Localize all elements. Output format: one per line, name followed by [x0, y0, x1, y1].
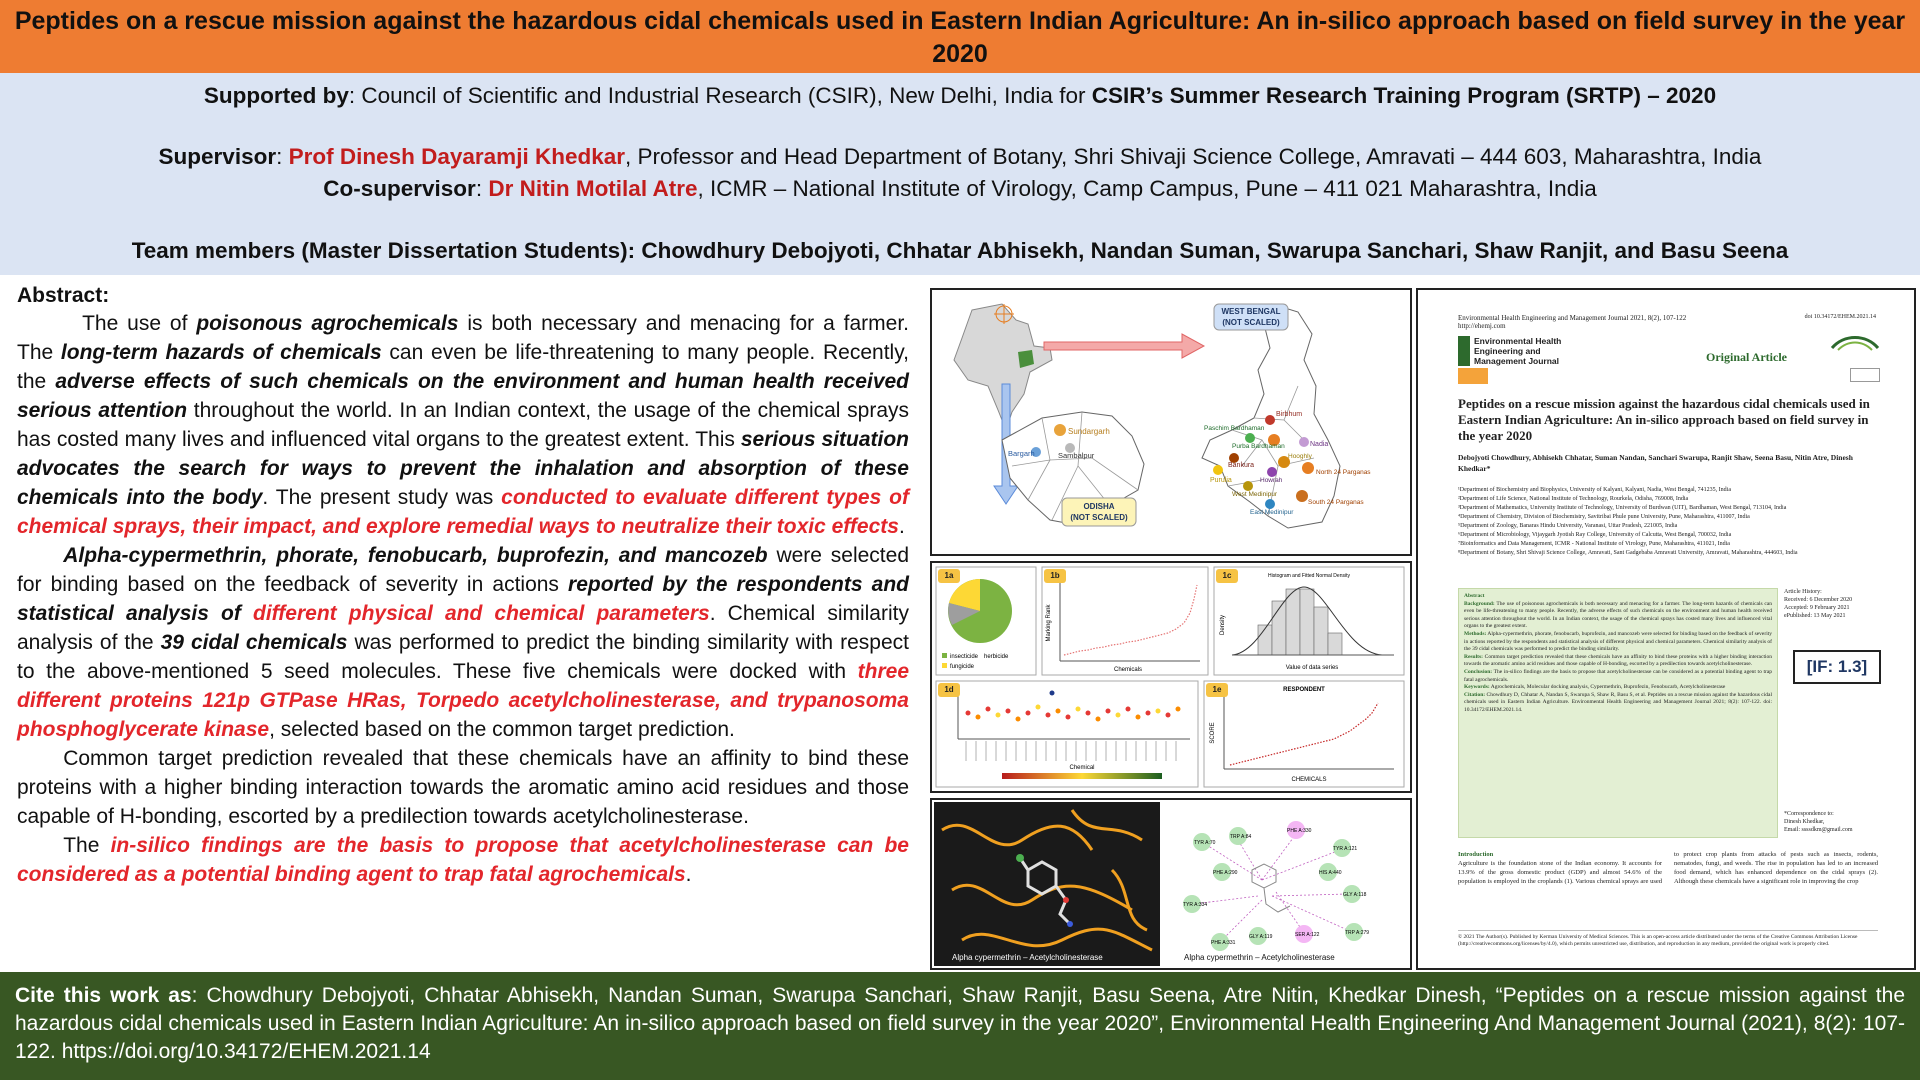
west-bengal-label-line-2: (NOT SCALED)	[1222, 318, 1280, 327]
paper-correspondence: *Correspondence to: Dinesh Khedkar, Email: ssssdkm@gmail.com	[1784, 811, 1853, 833]
emphasis: Alpha-cypermethrin, phorate, fenobucarb, buprofezin, and mancozeb	[63, 544, 768, 567]
fig-1c-bar	[1314, 607, 1328, 655]
fig-1a-legend-swatch-2	[942, 663, 947, 668]
paper-authors: Debojyoti Chowdhury, Abhisekh Chhatar, Suman Nandan, Sanchari Swarupa, Ranjit Shaw, Seena Basu, Nitin Atre, Dinesh Khedkar*	[1458, 453, 1853, 473]
fig-1a-legend-2: herbicide	[984, 654, 1009, 660]
fig-1c-ylabel: Density	[1220, 614, 1226, 636]
residue-label: GLY A:118	[1343, 892, 1367, 898]
cite-text: : Chowdhury Debojyoti, Chhatar Abhisekh, Nandan Suman, Swarupa Sanchari, Shaw Ranjit, Basu Seena, Atre Nitin, Khedkar Dinesh, “Peptides on a rescue mission against the hazardous cidal chemicals used in Eastern Indian Agriculture: An in-silico approach based on field survey in the year 2020”, Environmental Health Engineering And Management Journal (2021), 8(2): 107-122. https://doi.org/10.34172/EHEM.2021.14	[15, 984, 1905, 1063]
text-run: can even be life-threatening to many people. Recently, the	[17, 341, 909, 393]
cosupervisor-line: Co-supervisor: Dr Nitin Motilal Atre, ICMR – National Institute of Virology, Camp Campus, Pune – 411 021 Maharashtra, India	[323, 176, 1597, 201]
emphasis: long-term hazards of chemicals	[60, 341, 382, 364]
text-run: is both necessary and menacing for a farmer. The	[17, 312, 909, 364]
fig-1b-ylabel: Marking Rank	[1046, 604, 1052, 642]
fig-1b-xlabel: Chemicals	[1113, 667, 1143, 673]
label-bankura: Bankura	[1228, 462, 1255, 469]
residue-label: TRP A:84	[1230, 834, 1252, 840]
fig-1c-bar	[1286, 589, 1300, 655]
residue-label: TYR A:70	[1194, 840, 1216, 846]
map-panel	[930, 288, 1412, 556]
paper-introduction: Introduction Agriculture is the foundation stone of the Indian economy. It accounts for 13.9% of the gross domestic product (GDP) and almost 54.6% of the population is employed in the croplands (1). Various chemical sprays are used to protect crop plants from attacks of pests such as insects, rodents, nematodes, fungi, and weeds. The rise in population has led to an increased food demand, which has enhanced dependence on the cidal sprays (2). Although these chemicals have a significant role in improving the crop	[1458, 851, 1878, 885]
supervisor-name: Prof Dinesh Dayaramji Khedkar	[288, 144, 625, 169]
cosupervisor-name: Dr Nitin Motilal Atre	[488, 176, 698, 201]
label-paschim-bardhaman: Paschim Bardhaman	[1204, 425, 1265, 432]
paper-affiliations: ¹Department of Biochemistry and Biophysics, University of Kalyani, Kalyani, Nadia, West Bengal, 741235, India ²Department of Life Science, National Institute of Technology, Rourkela, Odisha, 769008, India ³Department of Mathematics, University Institute of Technology, University of Burdwan (UIT), Bardhaman, West Bengal, 713104, India ⁴Department of Chemistry, Division of Biochemistry, Savitribai Phule pune University, Pune, Maharashtra, 411007, India ⁵Department of Zoology, Banaras Hindu University, Varanasi, Uttar Pradesh, 221005, India ⁶Department of Microbiology, Vijaygarh Jyotish Ray College, University of Calcutta, West Bengal, 700032, India ⁷Bioinformatics and Data Management, ICMR - National Institute of Virology, Pune, Maharashtra, 411021, India ⁸Department of Botany, Shri Shivaji Science College, Amravati, Sant Gadgebaba Amravati University, Amravati, Maharashtra, 444603, India	[1458, 487, 1798, 556]
fig-1c-bar	[1328, 633, 1342, 655]
marker-sundargarh	[1054, 424, 1066, 436]
info-band	[0, 73, 1920, 275]
label-birbhum: Birbhum	[1276, 411, 1303, 418]
text-run: was performed to predict the binding similarity with respect to the above-mentioned 5 seed molecules. These five chemicals were docked with	[17, 631, 909, 683]
marker-birbhum	[1265, 415, 1275, 425]
odisha-label-line-2: (NOT SCALED)	[1070, 513, 1128, 522]
red-emphasis: in-silico findings are the basis to propose that acetylcholinesterase can be considered as a potential binding agent to trap fatal agrochemicals	[17, 834, 909, 886]
label-south-24-parganas: South 24 Parganas	[1308, 499, 1364, 506]
label-howrah: Howrah	[1260, 477, 1283, 484]
stats-figures	[932, 563, 1410, 791]
label-east-medinipur: East Medinipur	[1250, 509, 1294, 516]
supervisor-affiliation: , Professor and Head Department of Botany, Shri Shivaji Science College, Amravati – 444 603, Maharashtra, India	[624, 144, 1762, 169]
fig-1c-xlabel: Value of data series	[1285, 665, 1339, 671]
fig-1b-frame	[1042, 567, 1208, 675]
abstract-paragraph-3: Common target prediction revealed that these chemicals have an affinity to bind these proteins with a higher binding interaction towards the aromatic amino acid residues and those capable of H-bonding, escorted by a predilection towards acetylcholinesterase.	[17, 747, 909, 828]
fig-1c-bar	[1300, 589, 1314, 655]
crossmark-icon	[1850, 368, 1880, 382]
residue-label: HIS A:440	[1319, 870, 1342, 876]
journal-logo-icon	[1458, 336, 1470, 366]
residue-label: SER A:122	[1295, 932, 1320, 938]
impact-factor-badge: [IF: 1.3]	[1793, 650, 1881, 684]
abstract-heading: Abstract:	[17, 284, 110, 307]
label-bargarh: Bargarh	[1008, 449, 1035, 458]
paper-article-type: Original Article	[1706, 350, 1787, 364]
paper-journal-name: Environmental Health Engineering and Management Journal	[1474, 336, 1562, 366]
paper-doi-tag: doi 10.34172/EHEM.2021.14	[1804, 314, 1876, 320]
fig-1e-frame	[1204, 681, 1404, 787]
open-access-icon	[1458, 368, 1488, 384]
support-line	[0, 81, 1920, 111]
red-emphasis: different physical and chemical parameters	[253, 602, 710, 625]
fig-1a-legend-1: insecticide	[950, 654, 979, 660]
residue-label: PHE A:290	[1213, 870, 1238, 876]
map-figure	[932, 290, 1410, 554]
residue-label: TYR A:121	[1333, 846, 1358, 852]
residue-label: GLY A:119	[1249, 934, 1273, 940]
paper-abstract-box: Abstract Background: The use of poisonous agrochemicals is both necessary and menacing for a farmer. The long-term hazards of chemicals can even be life-threatening to many people. Recently, the adverse effects of such chemicals on the environment and human health received serious attention throughout the world. In an Indian context, the usage of the chemical sprays has costed many lives and influenced vital organs to the greatest extent. Methods: Alpha-cypermethrin, phorate, fenobucarb, buprofezin, and mancozeb were selected for binding based on the feedback of severity in actions reported by the respondents and statistical analysis of different physical and chemical parameters. Chemical similarity analysis of the 39 cidal chemicals was performed to predict the binding similarity. Results: Common target prediction revealed that these chemicals have an affinity to bind these proteins with a higher binding interaction towards the aromatic amino acid residues and those capable of H-bonding, escorted by a predilection towards acetylcholinesterase. Conclusion: The in-silico findings are the basis to propose that acetylcholinesterase can be considered as a potential binding agent to trap fatal agrochemicals. Keywords: Agrochemicals, Molecular docking analysis, Cypermethrin, Buprofezin, Fenobucarb, Acetylcholinesterase Citation: Chowdhury D, Chhatar A, Nandan S, Swarupa S, Shaw R, Basu S, et al. Peptides on a rescue mission against the hazardous cidal chemicals used in Eastern Indian Agriculture. Environmental Health Engineering and Management Journal 2021; 8(2): 107-122. doi: 10.34172/EHEM.2021.14.	[1458, 588, 1778, 838]
fig-1d-frame	[936, 681, 1198, 787]
docking-left-caption: Alpha cypermethrin – Acetylcholinesterase	[952, 953, 1103, 962]
abstract	[17, 282, 909, 889]
cosupervisor-affiliation: , ICMR – National Institute of Virology, Camp Campus, Pune – 411 021 Maharashtra, India	[697, 176, 1597, 201]
journal-emblem-icon	[1830, 330, 1880, 354]
label-purulia: Purulia	[1210, 477, 1232, 484]
fig-tag-1a: 1a	[938, 569, 960, 583]
residue-label: PHE A:331	[1211, 940, 1236, 946]
stats-figure-panel	[930, 561, 1412, 793]
text-run: . Chemical similarity analysis of the	[17, 602, 909, 654]
text-run	[241, 602, 253, 625]
fig-1d-colorbar	[1002, 773, 1162, 779]
label-purba-bardhaman: Purba Bardhaman	[1232, 443, 1285, 450]
abstract-paragraph-2	[17, 541, 909, 744]
fig-1e-ylabel: SCORE	[1210, 722, 1216, 744]
cosupervisor-label: Co-supervisor	[323, 176, 476, 201]
support-program: CSIR’s Summer Research Training Program (SRTP) – 2020	[1091, 83, 1717, 108]
abstract-paragraph-1	[17, 309, 909, 541]
marker-howrah	[1267, 467, 1277, 477]
docking-panel	[930, 798, 1412, 970]
residue-label: PHE A:330	[1287, 828, 1312, 834]
west-bengal-label-line-1: WEST BENGAL	[1221, 307, 1281, 316]
paper-preview	[1416, 288, 1916, 970]
cite-bar	[0, 972, 1920, 1080]
interaction-lines	[1194, 834, 1352, 940]
text-run: were selected for binding based on the feedback of severity in actions	[17, 544, 909, 596]
fig-1e-title: RESPONDENT	[1283, 687, 1325, 693]
emphasis: poisonous agrochemicals	[196, 312, 459, 335]
paper-title: Peptides on a rescue mission against the hazardous cidal chemicals used in Eastern Indian Agriculture: An in-silico approach based on field survey in the year 2020	[1458, 396, 1870, 443]
docking-right-caption: Alpha cypermethrin – Acetylcholinesterase	[1184, 953, 1335, 962]
paper-license-footer: © 2021 The Author(s). Published by Kerman University of Medical Sciences. This is an open-access article distributed under the terms of the Creative Commons Attribution License (http://creativecommons.org/licenses/by/4.0), which permits unrestricted use, distribution, and reproduction in any medium, provided the original work is properly cited.	[1458, 930, 1878, 948]
fig-1a-legend-3: fungicide	[950, 664, 975, 670]
cite-label: Cite this work as	[15, 984, 192, 1007]
label-north-24-parganas: North 24 Parganas	[1316, 469, 1371, 476]
red-emphasis: conducted to evaluate different types of chemical sprays, their impact, and explore remedial ways to neutralize their toxic effects	[17, 486, 909, 538]
supervisor-label: Supervisor	[158, 144, 277, 169]
paper-journal-line: Environmental Health Engineering and Management Journal 2021, 8(2), 107-122 http://ehemj.com	[1458, 314, 1687, 330]
residue-label: TRP A:279	[1345, 930, 1370, 936]
label-hooghly: Hooghly	[1288, 453, 1312, 460]
emphasis: reported by the respondents and statistical analysis of	[17, 573, 909, 625]
text-run: . The present study was	[262, 486, 502, 509]
fig-tag-1c: 1c	[1216, 569, 1238, 583]
text-run: .	[898, 515, 905, 538]
odisha-label-line-1: ODISHA	[1083, 502, 1115, 511]
supervisor-line: Supervisor: Prof Dinesh Dayaramji Khedkar, Professor and Head Department of Botany, Shri Shivaji Science College, Amravati – 444 603, Maharashtra, India	[158, 144, 1762, 169]
support-label: Supported by	[203, 83, 349, 108]
paper-article-history: Article History: Received: 6 December 2020 Accepted: 9 February 2021 ePublished: 13 May 2021	[1784, 589, 1853, 619]
ligand-atom-green	[1016, 854, 1024, 862]
emphasis: serious situation advocates the search for ways to prevent the inhalation and absorption of these chemicals into the body	[17, 428, 910, 509]
ligand-atom-blue	[1067, 921, 1073, 927]
fig-1c-title: Histogram and Fitted Normal Density	[1268, 573, 1350, 579]
marker-east-medinipur	[1265, 499, 1275, 509]
red-emphasis: three different proteins 121p GTPase HRas, Torpedo acetylcholinesterase, and trypanosoma phosphoglycerate kinase	[17, 660, 909, 741]
text-run: The use of	[82, 312, 197, 335]
fig-1e-xlabel: CHEMICALS	[1291, 777, 1327, 783]
emphasis: 39 cidal chemicals	[160, 631, 348, 654]
text-run: The	[63, 834, 111, 857]
marker-purulia	[1213, 465, 1223, 475]
marker-paschim-bardhaman	[1245, 433, 1255, 443]
residue-label: TYR A:334	[1183, 902, 1208, 908]
text-run: , selected based on the common target prediction.	[269, 718, 735, 741]
marker-west-medinipur	[1243, 481, 1253, 491]
fig-1d-xlabel: Chemical	[1069, 765, 1095, 771]
marker-north-24-parganas	[1302, 462, 1314, 474]
label-sambalpur: Sambalpur	[1058, 451, 1095, 460]
text-run: .	[685, 863, 692, 886]
label-sundargarh: Sundargarh	[1068, 427, 1110, 436]
marker-south-24-parganas	[1296, 490, 1308, 502]
label-nadia: Nadia	[1310, 441, 1329, 448]
emphasis: adverse effects of such chemicals on the environment and human health received serious attention	[17, 370, 909, 422]
ligand-2d	[1252, 864, 1290, 912]
poster-title: Peptides on a rescue mission against the hazardous cidal chemicals used in Eastern Indian Agriculture: An in-silico approach based on field survey in the year 2020	[0, 0, 1920, 73]
support-text: : Council of Scientific and Industrial Research (CSIR), New Delhi, India for	[348, 83, 1092, 108]
ligand-atom-red	[1063, 897, 1069, 903]
text-run: throughout the world. In an Indian context, the usage of the chemical sprays has costed many lives and influenced vital organs to the greatest extent. This	[17, 399, 909, 451]
abstract-paragraph-4	[17, 831, 909, 889]
marker-nadia	[1299, 437, 1309, 447]
label-west-medinipur: West Medinipur	[1232, 491, 1278, 498]
fig-tag-1b: 1b	[1044, 569, 1066, 583]
team-members: Team members (Master Dissertation Students): Chowdhury Debojyoti, Chhatar Abhisekh, Nandan Suman, Swarupa Sanchari, Shaw Ranjit, and Basu Seena	[131, 238, 1789, 263]
fig-1a-legend-swatch	[942, 653, 947, 658]
docking-figures	[932, 800, 1410, 968]
fig-tag-1d: 1d	[938, 683, 960, 697]
fig-tag-1e: 1e	[1206, 683, 1228, 697]
arrow-east	[1044, 334, 1204, 358]
